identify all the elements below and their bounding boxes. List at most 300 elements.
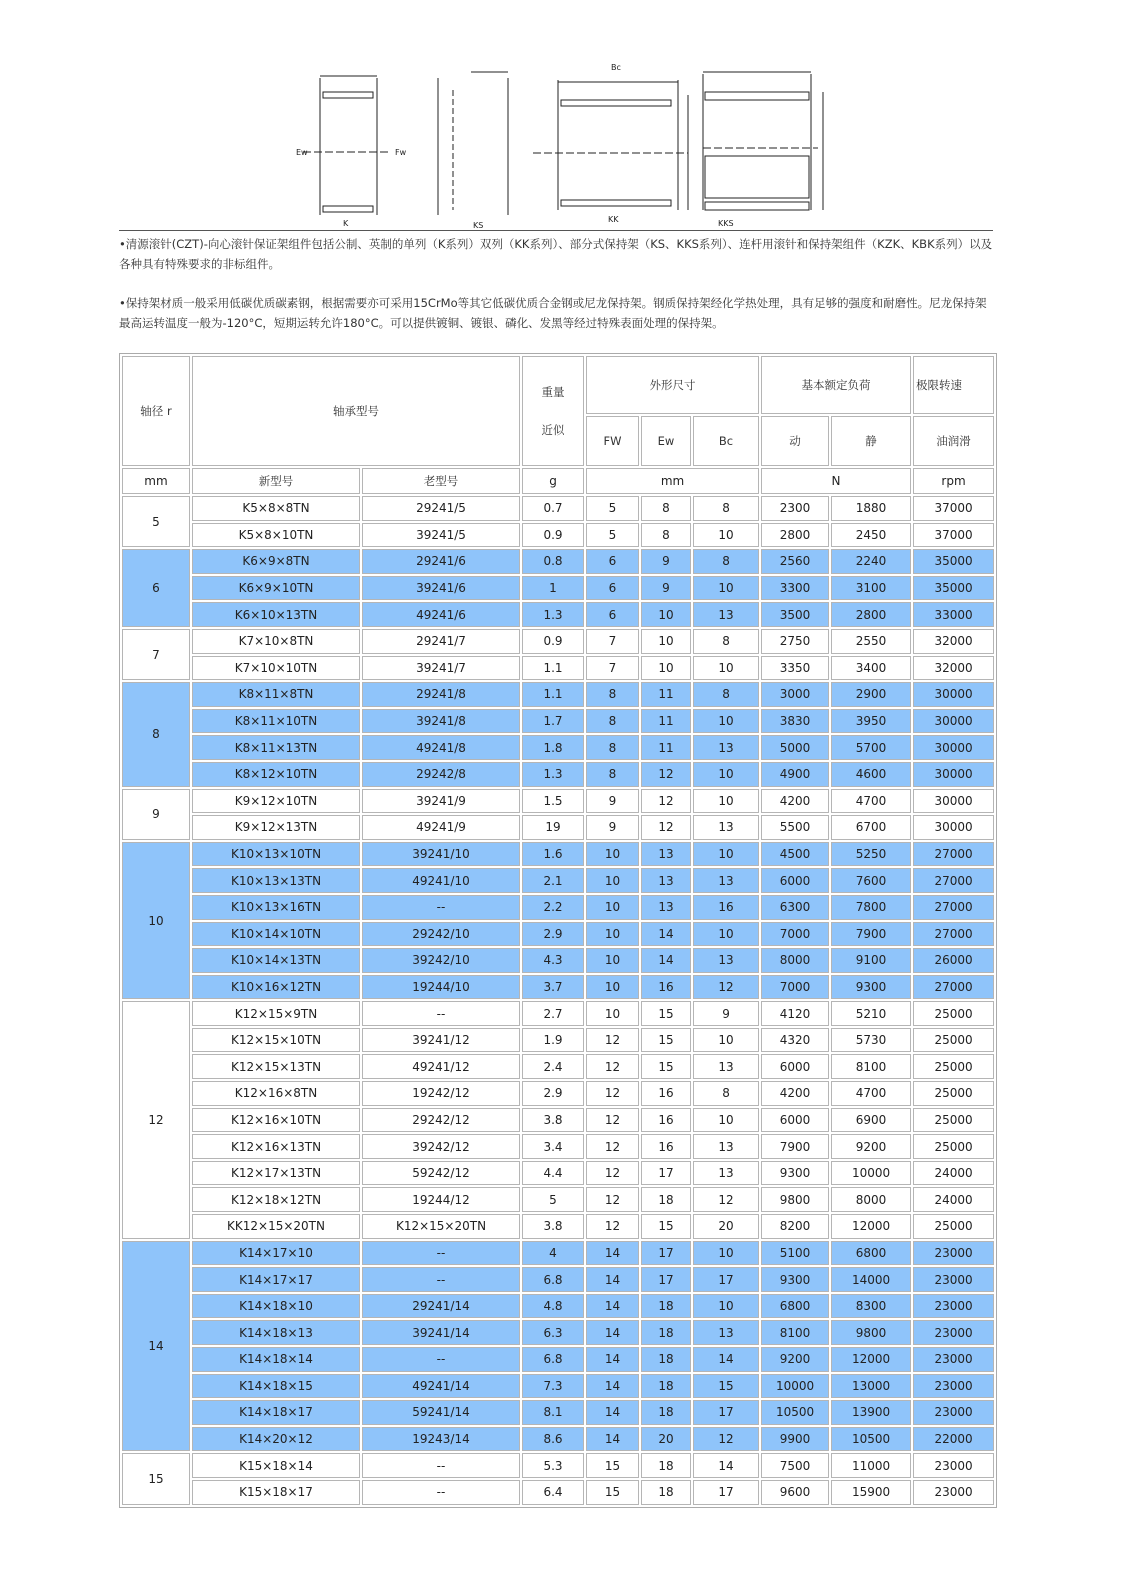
speed-cell: 25000 <box>913 1028 994 1053</box>
speed-cell: 23000 <box>913 1347 994 1372</box>
header-fw: FW <box>586 416 639 466</box>
static-load-cell: 2240 <box>831 549 911 574</box>
new-model-cell: K8×11×13TN <box>192 735 360 760</box>
old-model-cell: 39241/9 <box>362 789 520 814</box>
fw-cell: 15 <box>586 1480 639 1505</box>
bc-cell: 10 <box>693 1028 759 1053</box>
dynamic-load-cell: 4200 <box>761 1081 829 1106</box>
weight-cell: 8.1 <box>522 1400 584 1425</box>
dynamic-load-cell: 4500 <box>761 842 829 867</box>
bc-cell: 10 <box>693 1241 759 1266</box>
weight-cell: 2.9 <box>522 922 584 947</box>
static-load-cell: 9300 <box>831 975 911 1000</box>
static-load-cell: 9800 <box>831 1320 911 1345</box>
fw-cell: 10 <box>586 948 639 973</box>
table-row <box>122 1054 994 1079</box>
new-model-cell: K12×16×10TN <box>192 1108 360 1133</box>
fw-cell: 6 <box>586 549 639 574</box>
static-load-cell: 2800 <box>831 602 911 627</box>
new-model-cell: K12×15×9TN <box>192 1001 360 1026</box>
new-model-cell: K5×8×10TN <box>192 523 360 548</box>
shaft-cell: 15 <box>122 1453 190 1504</box>
dynamic-load-cell: 3000 <box>761 682 829 707</box>
fw-cell: 10 <box>586 1001 639 1026</box>
weight-cell: 3.7 <box>522 975 584 1000</box>
weight-cell: 3.8 <box>522 1214 584 1239</box>
dynamic-load-cell: 2750 <box>761 629 829 654</box>
fw-cell: 9 <box>586 815 639 840</box>
old-model-cell: 49241/9 <box>362 815 520 840</box>
speed-cell: 35000 <box>913 549 994 574</box>
old-model-cell: 49241/14 <box>362 1374 520 1399</box>
dynamic-load-cell: 9300 <box>761 1161 829 1186</box>
old-model-cell: 29241/7 <box>362 629 520 654</box>
static-load-cell: 12000 <box>831 1347 911 1372</box>
weight-cell: 6.4 <box>522 1480 584 1505</box>
ew-cell: 9 <box>641 576 691 601</box>
weight-cell: 8.6 <box>522 1427 584 1452</box>
bc-cell: 14 <box>693 1347 759 1372</box>
table-row <box>122 895 994 920</box>
bc-cell: 13 <box>693 868 759 893</box>
fw-cell: 9 <box>586 789 639 814</box>
static-load-cell: 5250 <box>831 842 911 867</box>
speed-cell: 23000 <box>913 1453 994 1478</box>
speed-cell: 27000 <box>913 842 994 867</box>
new-model-cell: K12×15×10TN <box>192 1028 360 1053</box>
speed-cell: 26000 <box>913 948 994 973</box>
old-model-cell: 49241/6 <box>362 602 520 627</box>
dynamic-load-cell: 2560 <box>761 549 829 574</box>
new-model-cell: K8×11×10TN <box>192 709 360 734</box>
fw-cell: 15 <box>586 1453 639 1478</box>
fw-cell: 8 <box>586 735 639 760</box>
table-row <box>122 496 994 521</box>
weight-cell: 0.7 <box>522 496 584 521</box>
weight-cell: 2.4 <box>522 1054 584 1079</box>
new-model-cell: K14×17×17 <box>192 1267 360 1292</box>
header-weight-top: 重量 <box>541 385 565 399</box>
new-model-cell: K6×10×13TN <box>192 602 360 627</box>
static-load-cell: 10500 <box>831 1427 911 1452</box>
speed-cell: 25000 <box>913 1081 994 1106</box>
static-load-cell: 7800 <box>831 895 911 920</box>
fw-cell: 7 <box>586 656 639 681</box>
weight-cell: 4.8 <box>522 1294 584 1319</box>
fw-cell: 14 <box>586 1241 639 1266</box>
dynamic-load-cell: 7500 <box>761 1453 829 1478</box>
ew-cell: 16 <box>641 975 691 1000</box>
weight-cell: 1.7 <box>522 709 584 734</box>
speed-cell: 27000 <box>913 922 994 947</box>
label-kks: KKS <box>718 219 734 228</box>
fw-cell: 10 <box>586 842 639 867</box>
dynamic-load-cell: 3300 <box>761 576 829 601</box>
weight-cell: 4 <box>522 1241 584 1266</box>
ew-cell: 17 <box>641 1241 691 1266</box>
old-model-cell: 59242/12 <box>362 1161 520 1186</box>
new-model-cell: K12×15×13TN <box>192 1054 360 1079</box>
table-row <box>122 975 994 1000</box>
unit-load: N <box>761 468 911 494</box>
fw-cell: 6 <box>586 602 639 627</box>
static-load-cell: 13000 <box>831 1374 911 1399</box>
ew-cell: 18 <box>641 1374 691 1399</box>
static-load-cell: 8000 <box>831 1187 911 1212</box>
speed-cell: 23000 <box>913 1241 994 1266</box>
label-fw: Fw <box>395 148 407 157</box>
bc-cell: 9 <box>693 1001 759 1026</box>
ew-cell: 18 <box>641 1187 691 1212</box>
new-model-cell: K12×18×12TN <box>192 1187 360 1212</box>
dynamic-load-cell: 6000 <box>761 1054 829 1079</box>
speed-cell: 23000 <box>913 1267 994 1292</box>
shaft-cell: 7 <box>122 629 190 680</box>
weight-cell: 1.3 <box>522 762 584 787</box>
static-load-cell: 9100 <box>831 948 911 973</box>
bc-cell: 15 <box>693 1374 759 1399</box>
new-model-cell: K15×18×17 <box>192 1480 360 1505</box>
label-bc: Bc <box>611 63 621 72</box>
ew-cell: 12 <box>641 762 691 787</box>
dynamic-load-cell: 7000 <box>761 975 829 1000</box>
ew-cell: 20 <box>641 1427 691 1452</box>
ew-cell: 10 <box>641 629 691 654</box>
old-model-cell: 39241/10 <box>362 842 520 867</box>
table-row <box>122 1241 994 1266</box>
old-model-cell: 19244/10 <box>362 975 520 1000</box>
static-load-cell: 13900 <box>831 1400 911 1425</box>
shaft-cell: 14 <box>122 1241 190 1452</box>
dynamic-load-cell: 3500 <box>761 602 829 627</box>
old-model-cell: -- <box>362 1480 520 1505</box>
unit-weight: g <box>522 468 584 494</box>
speed-cell: 32000 <box>913 656 994 681</box>
header-weight-bottom: 近似 <box>541 423 565 437</box>
weight-cell: 2.2 <box>522 895 584 920</box>
old-model-cell: 29241/5 <box>362 496 520 521</box>
bc-cell: 13 <box>693 1320 759 1345</box>
speed-cell: 27000 <box>913 975 994 1000</box>
ew-cell: 13 <box>641 842 691 867</box>
weight-cell: 5 <box>522 1187 584 1212</box>
speed-cell: 25000 <box>913 1214 994 1239</box>
bc-cell: 13 <box>693 948 759 973</box>
ew-cell: 8 <box>641 496 691 521</box>
old-model-cell: 59241/14 <box>362 1400 520 1425</box>
fw-cell: 12 <box>586 1161 639 1186</box>
ew-cell: 11 <box>641 735 691 760</box>
table-row <box>122 842 994 867</box>
unit-dims: mm <box>586 468 759 494</box>
static-load-cell: 2450 <box>831 523 911 548</box>
bc-cell: 8 <box>693 1081 759 1106</box>
speed-cell: 25000 <box>913 1108 994 1133</box>
header-bc: Bc <box>693 416 759 466</box>
ew-cell: 17 <box>641 1161 691 1186</box>
ew-cell: 17 <box>641 1267 691 1292</box>
fw-cell: 12 <box>586 1108 639 1133</box>
static-load-cell: 4700 <box>831 789 911 814</box>
new-model-cell: K14×17×10 <box>192 1241 360 1266</box>
speed-cell: 30000 <box>913 735 994 760</box>
new-model-cell: K7×10×10TN <box>192 656 360 681</box>
unit-old-model: 老型号 <box>362 468 520 494</box>
ew-cell: 16 <box>641 1081 691 1106</box>
static-load-cell: 7900 <box>831 922 911 947</box>
ew-cell: 11 <box>641 709 691 734</box>
speed-cell: 23000 <box>913 1480 994 1505</box>
weight-cell: 1 <box>522 576 584 601</box>
dynamic-load-cell: 4120 <box>761 1001 829 1026</box>
ew-cell: 13 <box>641 895 691 920</box>
ew-cell: 18 <box>641 1347 691 1372</box>
dynamic-load-cell: 5100 <box>761 1241 829 1266</box>
weight-cell: 3.8 <box>522 1108 584 1133</box>
table-row <box>122 1001 994 1026</box>
new-model-cell: K10×13×13TN <box>192 868 360 893</box>
table-row <box>122 1400 994 1425</box>
bc-cell: 17 <box>693 1400 759 1425</box>
static-load-cell: 5700 <box>831 735 911 760</box>
ew-cell: 8 <box>641 523 691 548</box>
fw-cell: 6 <box>586 576 639 601</box>
bc-cell: 12 <box>693 1427 759 1452</box>
ew-cell: 18 <box>641 1294 691 1319</box>
header-dims: 外形尺寸 <box>586 356 759 414</box>
fw-cell: 10 <box>586 868 639 893</box>
old-model-cell: -- <box>362 1347 520 1372</box>
dynamic-load-cell: 9600 <box>761 1480 829 1505</box>
header-weight <box>522 356 584 466</box>
table-row <box>122 1294 994 1319</box>
dynamic-load-cell: 8200 <box>761 1214 829 1239</box>
speed-cell: 24000 <box>913 1161 994 1186</box>
old-model-cell: 29241/6 <box>362 549 520 574</box>
label-ks: KS <box>473 221 484 230</box>
table-row <box>122 1134 994 1159</box>
new-model-cell: K14×18×10 <box>192 1294 360 1319</box>
intro-paragraph: •清源滚针(CZT)-向心滚针保证架组件包括公制、英制的单列（K系列）双列（KK系列）、部分式保持架（KS、KKS系列）、连杆用滚针和保持架组件（KZK、KBK系列）以及各种具有特殊要求的非标组件。 <box>119 237 993 271</box>
table-row <box>122 815 994 840</box>
weight-cell: 0.9 <box>522 523 584 548</box>
weight-cell: 4.3 <box>522 948 584 973</box>
dynamic-load-cell: 4900 <box>761 762 829 787</box>
weight-cell: 2.1 <box>522 868 584 893</box>
bc-cell: 12 <box>693 975 759 1000</box>
old-model-cell: 19243/14 <box>362 1427 520 1452</box>
weight-cell: 1.1 <box>522 682 584 707</box>
fw-cell: 14 <box>586 1267 639 1292</box>
new-model-cell: K10×14×13TN <box>192 948 360 973</box>
speed-cell: 30000 <box>913 682 994 707</box>
table-row <box>122 1187 994 1212</box>
table-row <box>122 1320 994 1345</box>
old-model-cell: 29241/14 <box>362 1294 520 1319</box>
speed-cell: 37000 <box>913 523 994 548</box>
table-row <box>122 576 994 601</box>
dynamic-load-cell: 4200 <box>761 789 829 814</box>
weight-cell: 0.8 <box>522 549 584 574</box>
label-kk: KK <box>608 215 619 224</box>
fw-cell: 5 <box>586 523 639 548</box>
fw-cell: 8 <box>586 682 639 707</box>
weight-cell: 1.5 <box>522 789 584 814</box>
header-model: 轴承型号 <box>192 356 520 466</box>
weight-cell: 6.3 <box>522 1320 584 1345</box>
speed-cell: 27000 <box>913 868 994 893</box>
ew-cell: 15 <box>641 1214 691 1239</box>
bc-cell: 16 <box>693 895 759 920</box>
divider <box>119 230 993 231</box>
old-model-cell: 39241/12 <box>362 1028 520 1053</box>
new-model-cell: K8×11×8TN <box>192 682 360 707</box>
dynamic-load-cell: 3350 <box>761 656 829 681</box>
ew-cell: 12 <box>641 789 691 814</box>
old-model-cell: 49241/12 <box>362 1054 520 1079</box>
weight-cell: 1.8 <box>522 735 584 760</box>
speed-cell: 22000 <box>913 1427 994 1452</box>
bc-cell: 20 <box>693 1214 759 1239</box>
static-load-cell: 15900 <box>831 1480 911 1505</box>
bc-cell: 10 <box>693 762 759 787</box>
dynamic-load-cell: 10500 <box>761 1400 829 1425</box>
dynamic-load-cell: 6000 <box>761 1108 829 1133</box>
old-model-cell: 39241/8 <box>362 709 520 734</box>
old-model-cell: 29242/10 <box>362 922 520 947</box>
fw-cell: 10 <box>586 922 639 947</box>
speed-cell: 35000 <box>913 576 994 601</box>
old-model-cell: -- <box>362 895 520 920</box>
old-model-cell: 39241/5 <box>362 523 520 548</box>
new-model-cell: K14×18×14 <box>192 1347 360 1372</box>
material-paragraph: •保持架材质一般采用低碳优质碳素钢，根据需要亦可采用15CrMo等其它低碳优质合金钢或尼龙保持架。钢质保持架经化学热处理，具有足够的强度和耐磨性。尼龙保持架最高运转温度一般为-120°C，短期运转允许180°C。可以提供镀铜、镀银、磷化、发黑等经过特殊表面处理的保持架。 <box>119 296 987 330</box>
dynamic-load-cell: 9200 <box>761 1347 829 1372</box>
static-load-cell: 10000 <box>831 1161 911 1186</box>
weight-cell: 4.4 <box>522 1161 584 1186</box>
ew-cell: 18 <box>641 1480 691 1505</box>
fw-cell: 10 <box>586 975 639 1000</box>
old-model-cell: 39241/7 <box>362 656 520 681</box>
header-shaft: 轴径 r <box>122 356 190 466</box>
weight-cell: 6.8 <box>522 1347 584 1372</box>
dynamic-load-cell: 8000 <box>761 948 829 973</box>
table-row <box>122 1081 994 1106</box>
shaft-cell: 5 <box>122 496 190 547</box>
new-model-cell: K6×9×8TN <box>192 549 360 574</box>
ew-cell: 15 <box>641 1001 691 1026</box>
ew-cell: 15 <box>641 1028 691 1053</box>
new-model-cell: K12×16×8TN <box>192 1081 360 1106</box>
shaft-cell: 12 <box>122 1001 190 1238</box>
bearing-spec-table <box>119 353 997 1508</box>
new-model-cell: K12×17×13TN <box>192 1161 360 1186</box>
unit-shaft: mm <box>122 468 190 494</box>
static-load-cell: 6700 <box>831 815 911 840</box>
speed-cell: 23000 <box>913 1400 994 1425</box>
speed-cell: 37000 <box>913 496 994 521</box>
fw-cell: 12 <box>586 1054 639 1079</box>
dynamic-load-cell: 6800 <box>761 1294 829 1319</box>
bc-cell: 8 <box>693 682 759 707</box>
new-model-cell: K10×13×10TN <box>192 842 360 867</box>
old-model-cell: -- <box>362 1001 520 1026</box>
static-load-cell: 4600 <box>831 762 911 787</box>
table-row <box>122 1267 994 1292</box>
shaft-cell: 6 <box>122 549 190 627</box>
weight-cell: 19 <box>522 815 584 840</box>
static-load-cell: 6900 <box>831 1108 911 1133</box>
speed-cell: 25000 <box>913 1001 994 1026</box>
fw-cell: 14 <box>586 1347 639 1372</box>
old-model-cell: K12×15×20TN <box>362 1214 520 1239</box>
header-speed: 极限转速 <box>913 356 994 414</box>
static-load-cell: 11000 <box>831 1453 911 1478</box>
header-oil: 油润滑 <box>913 416 994 466</box>
old-model-cell: 49241/8 <box>362 735 520 760</box>
old-model-cell: 19242/12 <box>362 1081 520 1106</box>
table-row <box>122 735 994 760</box>
new-model-cell: K15×18×14 <box>192 1453 360 1478</box>
speed-cell: 23000 <box>913 1294 994 1319</box>
static-load-cell: 2550 <box>831 629 911 654</box>
static-load-cell: 14000 <box>831 1267 911 1292</box>
new-model-cell: K14×18×15 <box>192 1374 360 1399</box>
ew-cell: 16 <box>641 1108 691 1133</box>
table-row <box>122 1028 994 1053</box>
dynamic-load-cell: 6300 <box>761 895 829 920</box>
ew-cell: 16 <box>641 1134 691 1159</box>
new-model-cell: K12×16×13TN <box>192 1134 360 1159</box>
ew-cell: 10 <box>641 656 691 681</box>
ew-cell: 14 <box>641 948 691 973</box>
dynamic-load-cell: 7900 <box>761 1134 829 1159</box>
table-row <box>122 709 994 734</box>
new-model-cell: K14×20×12 <box>192 1427 360 1452</box>
bc-cell: 13 <box>693 815 759 840</box>
dynamic-load-cell: 4320 <box>761 1028 829 1053</box>
old-model-cell: 39241/14 <box>362 1320 520 1345</box>
fw-cell: 12 <box>586 1081 639 1106</box>
new-model-cell: K7×10×8TN <box>192 629 360 654</box>
bearing-cage-diagram <box>293 60 833 230</box>
static-load-cell: 4700 <box>831 1081 911 1106</box>
weight-cell: 1.9 <box>522 1028 584 1053</box>
ew-cell: 18 <box>641 1453 691 1478</box>
header-dynamic: 动 <box>761 416 829 466</box>
bc-cell: 10 <box>693 842 759 867</box>
fw-cell: 12 <box>586 1187 639 1212</box>
table-row <box>122 629 994 654</box>
table-row <box>122 922 994 947</box>
new-model-cell: K9×12×10TN <box>192 789 360 814</box>
new-model-cell: K14×18×17 <box>192 1400 360 1425</box>
fw-cell: 7 <box>586 629 639 654</box>
table-row <box>122 762 994 787</box>
table-row <box>122 868 994 893</box>
old-model-cell: -- <box>362 1267 520 1292</box>
dynamic-load-cell: 9800 <box>761 1187 829 1212</box>
static-load-cell: 3100 <box>831 576 911 601</box>
table-row <box>122 1161 994 1186</box>
table-row <box>122 523 994 548</box>
table-row <box>122 1480 994 1505</box>
fw-cell: 8 <box>586 709 639 734</box>
dynamic-load-cell: 5500 <box>761 815 829 840</box>
speed-cell: 25000 <box>913 1054 994 1079</box>
static-load-cell: 8300 <box>831 1294 911 1319</box>
header-static: 静 <box>831 416 911 466</box>
